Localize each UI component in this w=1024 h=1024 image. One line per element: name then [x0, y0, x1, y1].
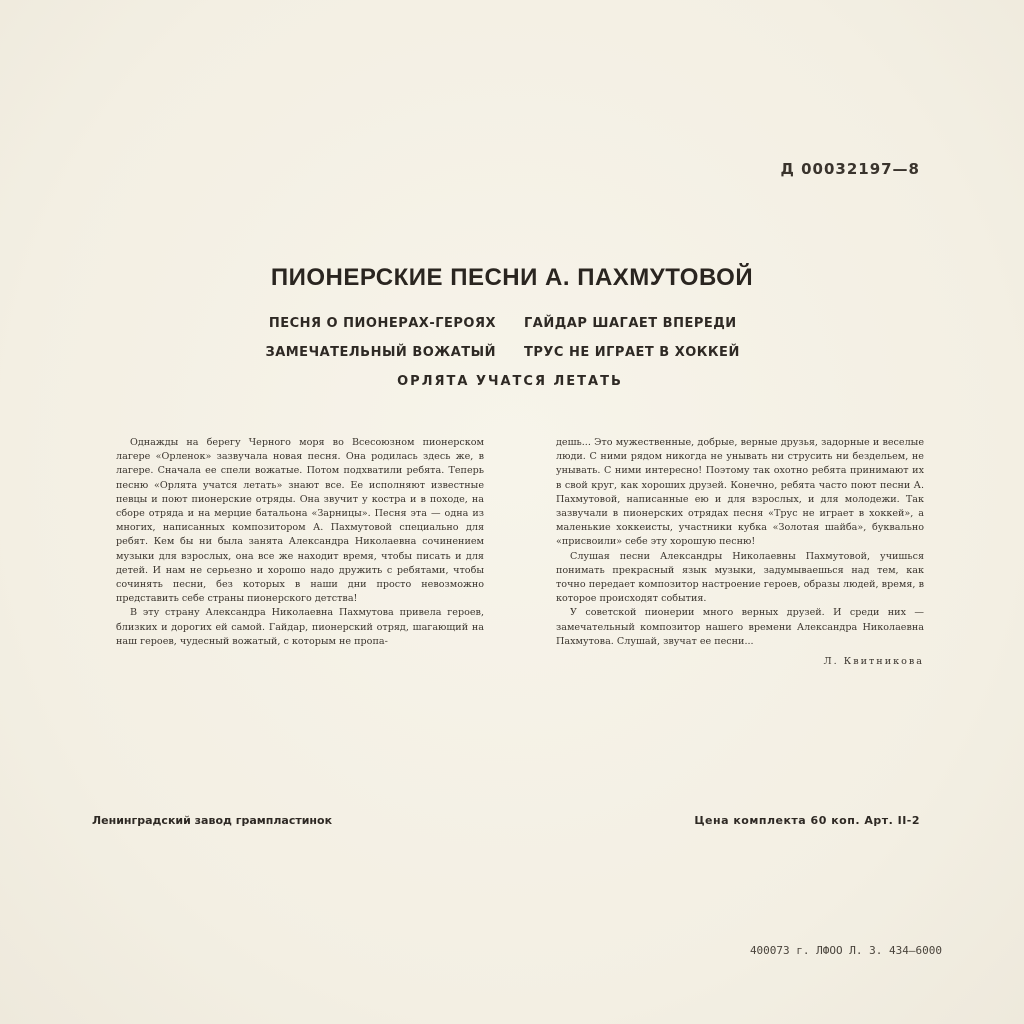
song-row — [190, 316, 830, 345]
price-label: Цена комплекта 60 коп. Арт. II-2 — [694, 814, 920, 827]
song-title: ПЕСНЯ О ПИОНЕРАХ-ГЕРОЯХ — [268, 316, 496, 331]
paragraph: дешь... Это мужественные, добрые, верные друзья, задорные и веселые люди. С ними рядом никогда не унывать ни струсить ни бездельем, не унывать. С ними интересно! Поэтому так охотно ребята принимают их в свой круг, как хороших друзей. Конечно, ребята часто поют песни А. Пахмутовой, написанные ею и для взрослых, и для молодежи. Так зазвучали в пионерских отрядах песня «Трус не играет в хоккей», а маленькие хоккеисты, участники кубка «Золотая шайба», буквально «присвоили» себе эту хорошую песню! — [556, 437, 924, 548]
song-list — [190, 316, 830, 403]
song-title: ОРЛЯТА УЧАТСЯ ЛЕТАТЬ — [397, 374, 623, 389]
song-title: ЗАМЕЧАТЕЛЬНЫЙ ВОЖАТЫЙ — [265, 345, 496, 360]
paragraph: В эту страну Александра Николаевна Пахмутова привела героев, близких и дорогих ей самой. Гайдар, пионерский отряд, шагающий на наш героев, чудесный вожатый, с которым не пропа- — [116, 607, 484, 647]
paragraph: Однажды на берегу Черного моря во Всесоюзном пионерском лагере «Орленок» зазвучала новая песня. Она родилась здесь же, в лагере. Сначала ее спели вожатые. Потом подхватили ребята. Теперь песню «Орлята учатся летать» знают все. Ее исполняют известные певцы и поют пионерские отряды. Она звучит у костра и в походе, на сборе отряда и на мерцие батальона «Зарницы». Песня эта — одна из многих, написанных композитором А. Пахмутовой специально для ребят. Кем бы ни была занята Александра Николаевна сочинением музыки для взрослых, она все же находит время, чтобы писать и для детей. И нам не серьезно и хорошо надо дружить с ребятами, чтобы сочинять песни, без которых в наши дни просто невозможно представить себе страны пионерского детства! — [116, 437, 484, 605]
liner-notes-column-left — [116, 436, 484, 669]
manufacturer-label: Ленинградский завод грампластинок — [92, 814, 333, 827]
print-code: 400073 г. ЛФОО Л. З. 434—6000 — [749, 944, 942, 957]
paragraph: Слушая песни Александры Николаевны Пахмутовой, учишься понимать прекрасный язык музыки, задумываешься над тем, как точно передает композитор настроение героев, образы людей, время, в которое происходят события. — [556, 550, 924, 605]
liner-notes — [116, 436, 924, 669]
song-title: ТРУС НЕ ИГРАЕТ В ХОККЕЙ — [524, 345, 740, 360]
song-title: ГАЙДАР ШАГАЕТ ВПЕРЕДИ — [524, 316, 737, 331]
song-row — [190, 374, 830, 403]
album-title: ПИОНЕРСКИЕ ПЕСНИ А. ПАХМУТОВОЙ — [270, 264, 754, 291]
catalog-number: Д 00032197—8 — [780, 160, 920, 178]
author-signature: Л. Квитникова — [823, 656, 924, 668]
song-row — [190, 345, 830, 374]
paragraph: У советской пионерии много верных друзей. И среди них — замечательный композитор нашего времени Александра Николаевна Пахмутова. Слушай, звучат ее песни... — [556, 607, 924, 647]
liner-notes-column-right — [556, 436, 924, 669]
